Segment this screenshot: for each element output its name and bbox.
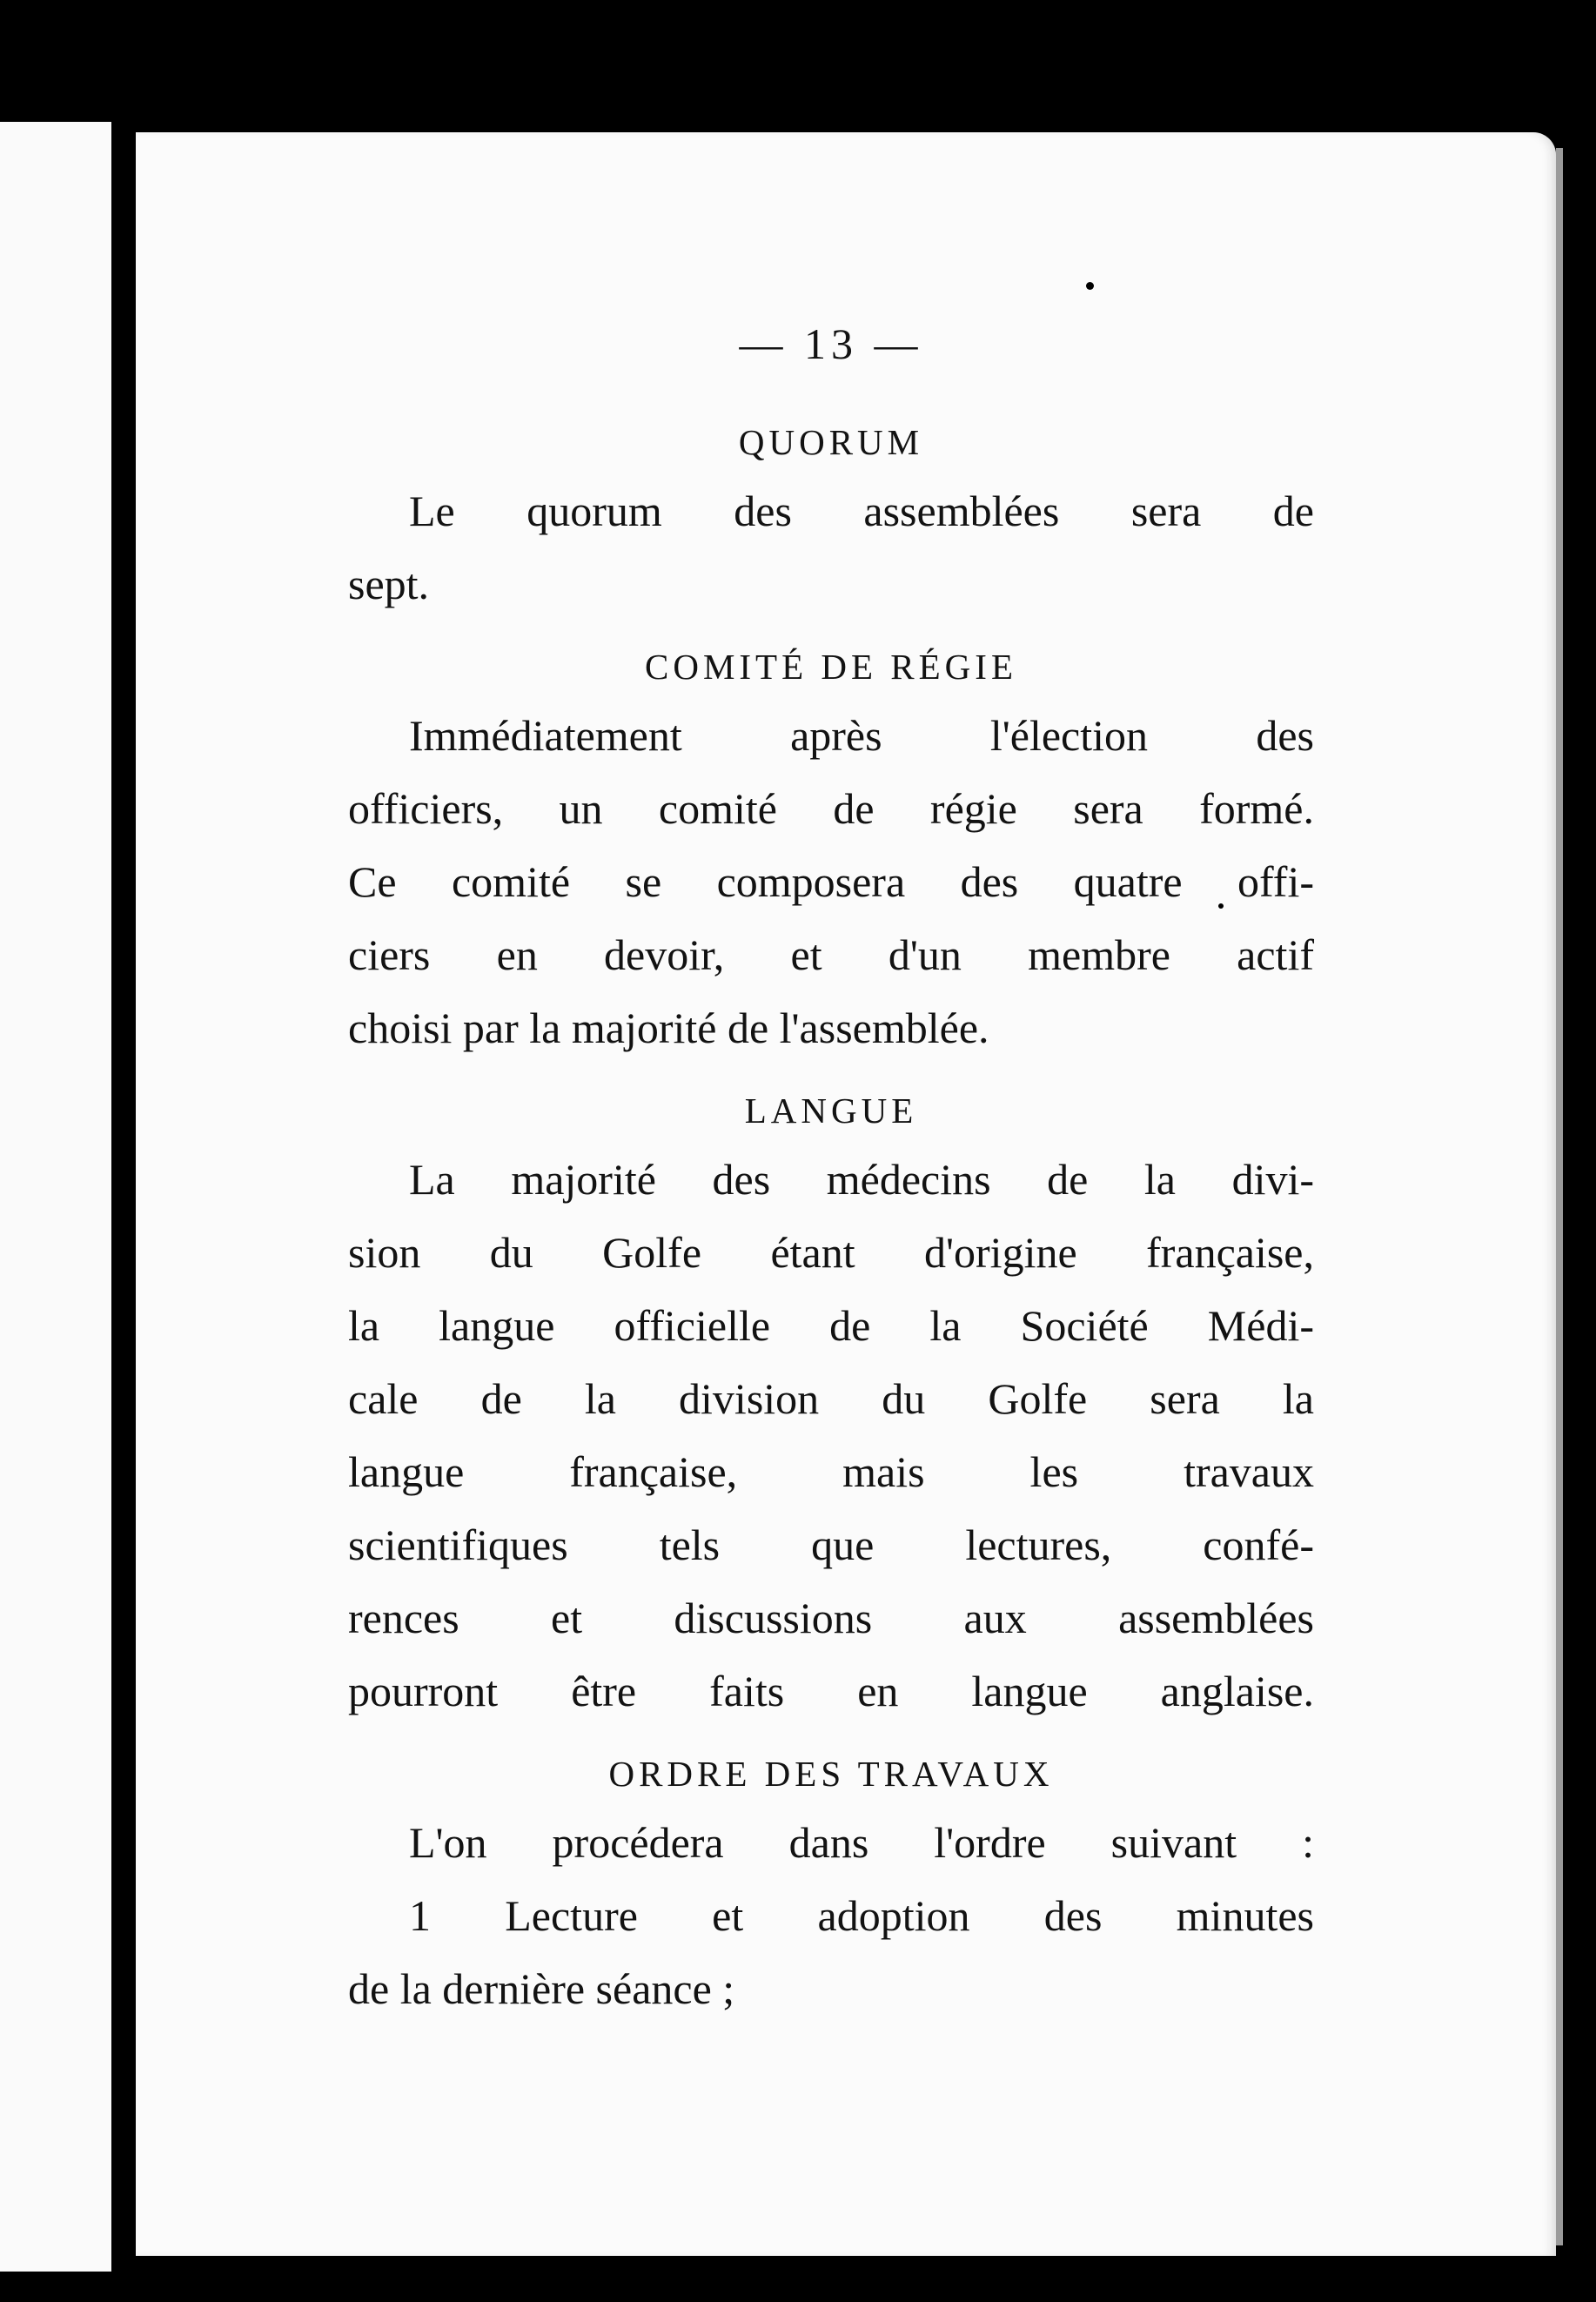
text-line: officiers, un comité de régie sera formé. — [348, 784, 1314, 833]
text-line: Ce comité se composera des quatre offi- — [348, 857, 1314, 906]
text-line: 1 Lecture et adoption des minutes — [409, 1891, 1314, 1940]
text-line: langue française, mais les travaux — [348, 1447, 1314, 1496]
section-quorum — [348, 410, 1314, 621]
text-line: Immédiatement après l'élection des — [409, 711, 1314, 760]
text-line: pourront être faits en langue anglaise. — [348, 1667, 1314, 1715]
text-line: la langue officielle de la Société Médi- — [348, 1301, 1314, 1350]
text-line: sept. — [348, 560, 430, 608]
text-line: choisi par la majorité de l'assemblée. — [348, 1003, 989, 1052]
text-line: cale de la division du Golfe sera la — [348, 1374, 1314, 1423]
page-text — [348, 309, 1314, 2039]
page-right-edge — [1556, 148, 1563, 2245]
section-heading: ORDRE DES TRAVAUX — [608, 1754, 1054, 1794]
text-line: La majorité des médecins de la divi- — [409, 1155, 1314, 1204]
text-line: ciers en devoir, et d'un membre actif — [348, 930, 1314, 979]
speck-mark — [1086, 282, 1094, 290]
paragraph — [348, 1806, 1314, 2025]
text-line: L'on procédera dans l'ordre suivant : — [409, 1818, 1314, 1867]
text-line: Le quorum des assemblées sera de — [409, 487, 1314, 535]
paragraph — [348, 1143, 1314, 1728]
paragraph — [348, 699, 1314, 1064]
section-heading: COMITÉ DE RÉGIE — [644, 647, 1017, 687]
book-binding — [111, 113, 136, 2280]
section-comite-de-regie — [348, 634, 1314, 1064]
text-line: sion du Golfe étant d'origine française, — [348, 1228, 1314, 1277]
section-langue — [348, 1078, 1314, 1728]
text-line: de la dernière séance ; — [348, 1964, 735, 2013]
section-heading: QUORUM — [738, 422, 924, 462]
page-number: — 13 — — [739, 319, 923, 368]
text-line: scientifiques tels que lectures, confé- — [348, 1520, 1314, 1569]
text-line: rences et discussions aux assemblées — [348, 1594, 1314, 1642]
section-ordre-des-travaux — [348, 1742, 1314, 2025]
section-heading: LANGUE — [744, 1091, 918, 1131]
previous-page-edge — [0, 122, 111, 2272]
paragraph — [348, 474, 1314, 621]
ink-blot-mark — [1288, 73, 1384, 125]
